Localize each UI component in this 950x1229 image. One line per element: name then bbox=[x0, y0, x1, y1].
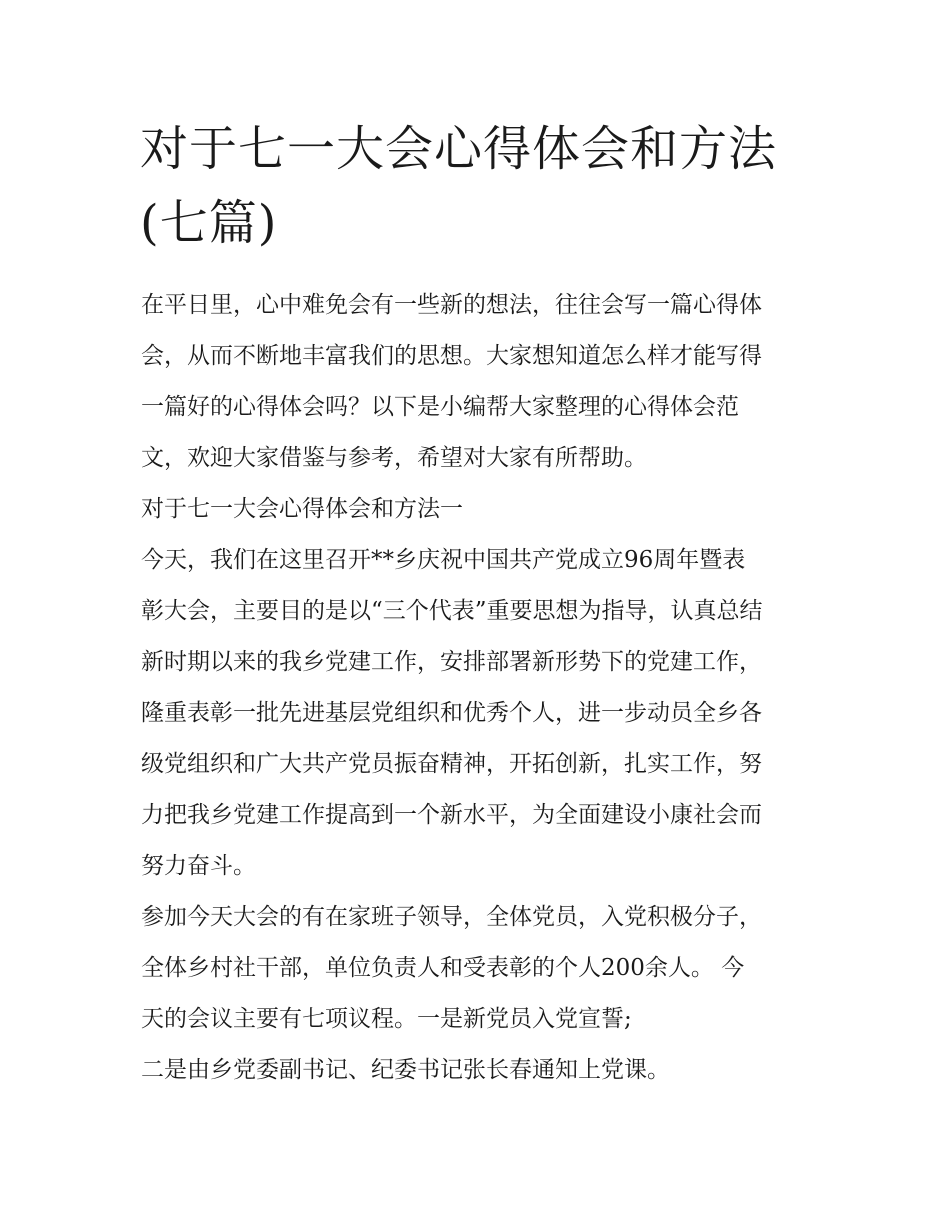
body-line: 在平日里，心中难免会有一些新的想法，往往会写一篇心得体 bbox=[141, 292, 762, 318]
body-line: 文，欢迎大家借鉴与参考，希望对大家有所帮助。 bbox=[141, 445, 647, 471]
body-line: 天的会议主要有七项议程。一是新党员入党宣誓; bbox=[141, 1006, 632, 1032]
body-line: 力把我乡党建工作提高到一个新水平，为全面建设小康社会而 bbox=[141, 802, 762, 828]
title-line: (七篇) bbox=[140, 195, 278, 251]
body-line: 一篇好的心得体会吗？以下是小编帮大家整理的心得体会范 bbox=[141, 394, 739, 420]
title-line: 对于七一大会心得体会和方法 bbox=[140, 121, 778, 177]
body-line: 隆重表彰一批先进基层党组织和优秀个人，进一步动员全乡各 bbox=[141, 700, 762, 726]
body-line: 今天，我们在这里召开**乡庆祝中国共产党成立96周年暨表 bbox=[141, 547, 746, 573]
body-line: 新时期以来的我乡党建工作，安排部署新形势下的党建工作， bbox=[141, 649, 762, 675]
body-line: 二是由乡党委副书记、纪委书记张长春通知上党课。 bbox=[141, 1057, 670, 1083]
document-body bbox=[141, 280, 821, 1096]
body-line: 参加今天大会的有在家班子领导，全体党员，入党积极分子， bbox=[141, 904, 762, 930]
body-line: 全体乡村社干部，单位负责人和受表彰的个人200余人。 今 bbox=[141, 955, 745, 981]
body-line: 会，从而不断地丰富我们的思想。大家想知道怎么样才能写得 bbox=[141, 343, 762, 369]
body-line: 努力奋斗。 bbox=[141, 853, 256, 879]
document-title bbox=[140, 112, 820, 260]
section-heading: 对于七一大会心得体会和方法一 bbox=[141, 496, 463, 522]
body-line: 级党组织和广大共产党员振奋精神，开拓创新，扎实工作，努 bbox=[141, 751, 762, 777]
body-line: 彰大会，主要目的是以“三个代表”重要思想为指导，认真总结 bbox=[141, 598, 763, 624]
